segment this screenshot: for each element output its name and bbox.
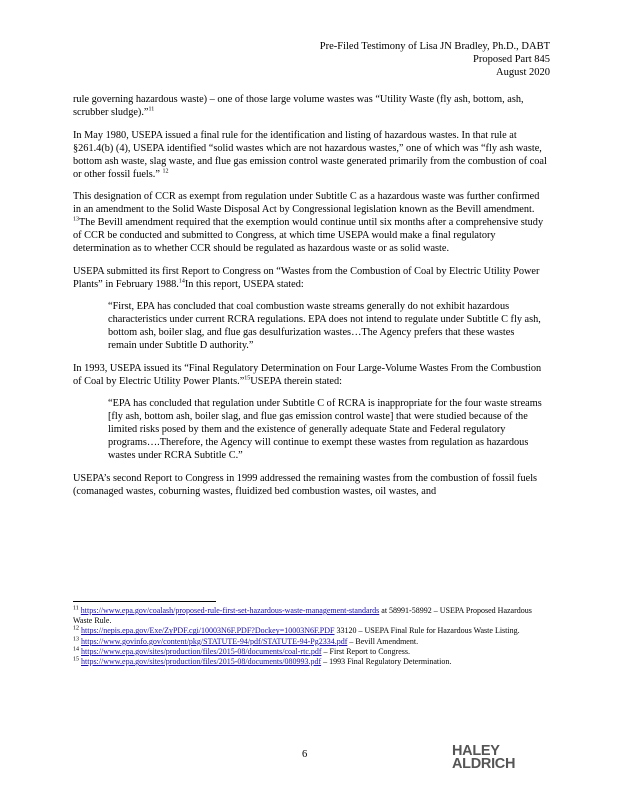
page-number: 6 <box>302 749 308 760</box>
header-part-line: Proposed Part 845 <box>473 54 550 65</box>
paragraph-6: USEPA’s second Report to Congress in 1999 addressed the remaining wastes from the combustion of fossil fuels (comanaged wastes, coburning wastes, fluidized bed combustion wastes, oil wastes, and <box>73 472 538 497</box>
footnotes <box>73 606 553 667</box>
footnote-14-link[interactable]: https://www.epa.gov/sites/production/files/2015-08/documents/coal-rtc.pdf <box>81 646 322 656</box>
paragraph-3: This designation of CCR as exempt from regulation under Subtitle C as a hazardous waste was further confirmed in an amendment to the Solid Waste Disposal Act by Congressional legislation known as the Bevill amendment. $^{13}$The Bevill amendment required that the exemption would continue until six months after a comprehensive study of CCR be conducted and submitted to Congress, at which time USEPA would make a final regulatory determination as to whether CCR should be regulated as hazardous waste or as solid waste. <box>73 191 544 254</box>
footnote-14: $^{14}$ https://www.epa.gov/sites/production/files/2015-08/documents/coal-rtc.pdf – First Report to Congress. <box>73 646 410 656</box>
paragraph-5: In 1993, USEPA issued its “Final Regulatory Determination on Four Large-Volume Wastes From the Combustion of Coal by Electric Utility Power Plants.”$^{15}$USEPA therein stated: <box>73 362 542 387</box>
paragraph-1: rule governing hazardous waste) – one of those large volume wastes was “Utility Waste (fly ash, bottom, ash, scrubber sludge).”$^{11}$ <box>73 94 524 118</box>
footnote-12-link[interactable]: https://nepis.epa.gov/Exe/ZyPDF.cgi/10003N6F.PDF?Dockey=10003N6F.PDF <box>81 626 335 636</box>
footnote-ref-15[interactable]: 15 <box>244 375 251 382</box>
logo-line-1: HALEY <box>452 743 500 759</box>
footnote-13: $^{13}$ https://www.govinfo.gov/content/pkg/STATUTE-94/pdf/STATUTE-94-Pg2334.pdf – Bevill Amendment. <box>73 635 419 646</box>
footnote-15: $^{15}$ https://www.epa.gov/sites/production/files/2015-08/documents/080993.pdf – 1993 Final Regulatory Determination. <box>73 656 452 667</box>
footnote-11-link[interactable]: https://www.epa.gov/coalash/proposed-rule-first-set-hazardous-waste-management-standards <box>80 606 380 615</box>
haley-aldrich-logo <box>452 745 548 770</box>
footnote-12: $^{12}$ https://nepis.epa.gov/Exe/ZyPDF.cgi/10003N6F.PDF?Dockey=10003N6F.PDF 33120 – USEPA Final Rule for Hazardous Waste Listing. <box>73 625 520 636</box>
footnote-divider <box>73 601 216 602</box>
footnote-ref-14[interactable]: 14 <box>178 278 185 285</box>
footnote-ref-13[interactable]: 13 <box>73 216 79 223</box>
footnote-ref-12[interactable]: 12 <box>162 168 169 175</box>
footnote-11: $^{11}$ https://www.epa.gov/coalash/proposed-rule-first-set-hazardous-waste-management-standards at 58991-58992 – USEPA Proposed Hazardous Waste Rule. <box>73 605 532 626</box>
block-quote-1: “First, EPA has concluded that coal combustion waste streams generally do not exhibit hazardous characteristics under current RCRA regulations. EPA does not intend to regulate under Subtitle C fly ash, bottom ash, boiler slag, and flue gas desulfurization wastes…The Agency prefers that these wastes remain under Subtitle D authority.” <box>108 301 541 351</box>
header-testimony-line: Pre-Filed Testimony of Lisa JN Bradley, Ph.D., DABT <box>319 41 550 52</box>
logo-line-2: ALDRICH <box>452 755 516 772</box>
header-date-line: August 2020 <box>496 67 550 78</box>
paragraph-2: In May 1980, USEPA issued a final rule for the identification and listing of hazardous wastes. In that rule at §261.4(b) (4), USEPA identified “solid wastes which are not hazardous wastes,” one of which was “fly ash waste, bottom ash waste, slag waste, and flue gas emission control waste generated primarily from the combustion of coal or other fossil fuels.” $^{12}$ <box>73 129 547 180</box>
page-header <box>320 40 550 79</box>
block-quote-2: “EPA has concluded that regulation under Subtitle C of RCRA is inappropriate for the four waste streams [fly ash, bottom ash, boiler slag, and flue gas emission control waste] that were studied because of the limited risks posed by them and the existence of generally adequate State and Federal regulatory programs….Therefore, the Agency will continue to exempt these wastes from regulation as hazardous wastes under RCRA Subtitle C.” <box>108 398 542 461</box>
footnote-ref-11[interactable]: 11 <box>148 106 155 113</box>
document-body <box>73 93 548 507</box>
footnote-13-link[interactable]: https://www.govinfo.gov/content/pkg/STATUTE-94/pdf/STATUTE-94-Pg2334.pdf <box>81 636 348 646</box>
footnote-15-link[interactable]: https://www.epa.gov/sites/production/files/2015-08/documents/080993.pdf <box>81 657 322 667</box>
paragraph-4: USEPA submitted its first Report to Congress on “Wastes from the Combustion of Coal by Electric Utility Power Plants” in February 1988.14In this report, USEPA stated: <box>73 265 540 290</box>
